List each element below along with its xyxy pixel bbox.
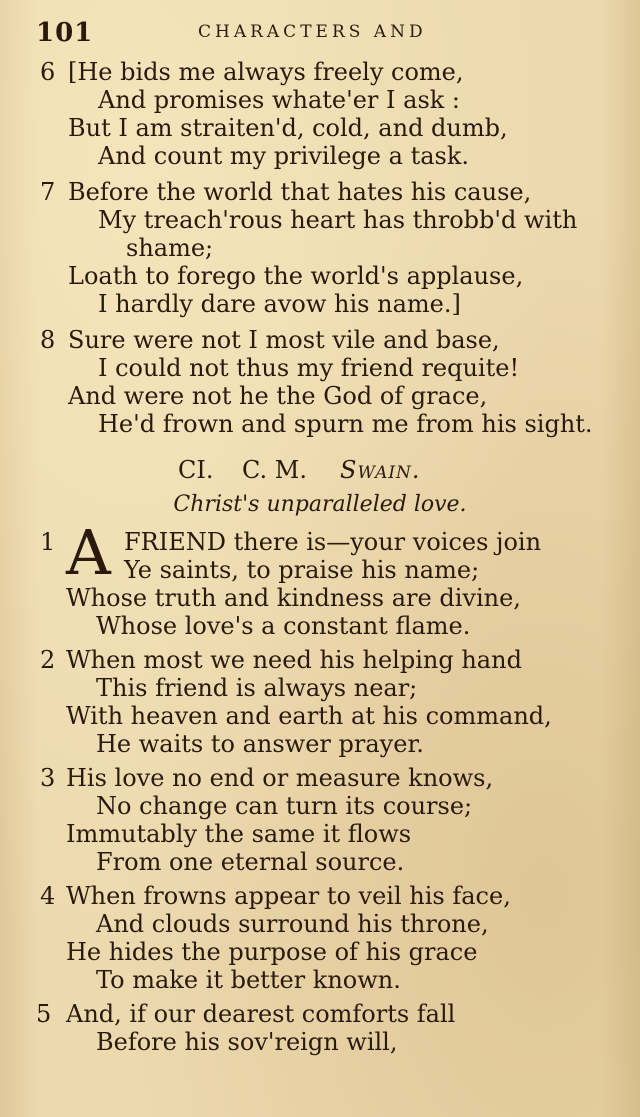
stanza-number: 5 — [36, 1000, 52, 1028]
verse-line: When frowns appear to veil his face, — [66, 882, 511, 910]
verse-line: And, if our dearest comforts fall — [66, 1000, 456, 1028]
verse-line: I hardly dare avow his name.] — [98, 290, 461, 318]
verse-line: Loath to forego the world's applause, — [68, 262, 524, 290]
running-title: CHARACTERS AND — [198, 22, 427, 42]
verse-line: Whose truth and kindness are divine, — [66, 584, 521, 612]
hymn-meter: C. M. — [242, 456, 307, 484]
hymn-tune: Swain. — [340, 456, 421, 484]
stanza-number: 1 — [40, 528, 56, 556]
verse-line: [He bids me always freely come, — [68, 58, 464, 86]
verse-line: FRIEND there is—your voices join — [124, 528, 542, 556]
page-header — [36, 18, 596, 48]
verse-line: Ye saints, to praise his name; — [124, 556, 480, 584]
verse-line: His love no end or measure knows, — [66, 764, 494, 792]
hymn-number: CI. — [178, 456, 214, 484]
verse-line: He'd frown and spurn me from his sight. — [98, 410, 593, 438]
stanza-number: 3 — [40, 764, 56, 792]
verse-line: He waits to answer prayer. — [96, 730, 424, 758]
page-number: 101 — [36, 18, 94, 48]
verse-line: No change can turn its course; — [96, 792, 473, 820]
verse-line: My treach'rous heart has throbb'd with — [98, 206, 578, 234]
verse-line: Whose love's a constant flame. — [96, 612, 471, 640]
verse-line: Before his sov'reign will, — [96, 1028, 398, 1056]
verse-line: From one eternal source. — [96, 848, 405, 876]
verse-line: And count my privilege a task. — [98, 142, 470, 170]
verse-line: And promises whate'er I ask : — [98, 86, 461, 114]
verse-line: Before the world that hates his cause, — [68, 178, 532, 206]
verse-line: And were not he the God of grace, — [68, 382, 488, 410]
drop-cap: A — [66, 516, 111, 589]
stanza-number: 8 — [40, 326, 56, 354]
verse-line: And clouds surround his throne, — [96, 910, 489, 938]
verse-line: When most we need his helping hand — [66, 646, 522, 674]
verse-line: With heaven and earth at his command, — [66, 702, 552, 730]
verse-line: I could not thus my friend requite! — [98, 354, 520, 382]
verse-line: But I am straiten'd, cold, and dumb, — [68, 114, 508, 142]
stanza-number: 6 — [40, 58, 56, 86]
verse-line: He hides the purpose of his grace — [66, 938, 478, 966]
stanza-number: 2 — [40, 646, 56, 674]
verse-line: shame; — [126, 234, 214, 262]
verse-line: Immutably the same it flows — [66, 820, 412, 848]
verse-line: This friend is always near; — [96, 674, 418, 702]
verse-line: To make it better known. — [96, 966, 401, 994]
verse-line: Sure were not I most vile and base, — [68, 326, 500, 354]
stanza-number: 4 — [40, 882, 56, 910]
stanza-number: 7 — [40, 178, 56, 206]
hymn-subtitle: Christ's unparalleled love. — [173, 492, 467, 517]
